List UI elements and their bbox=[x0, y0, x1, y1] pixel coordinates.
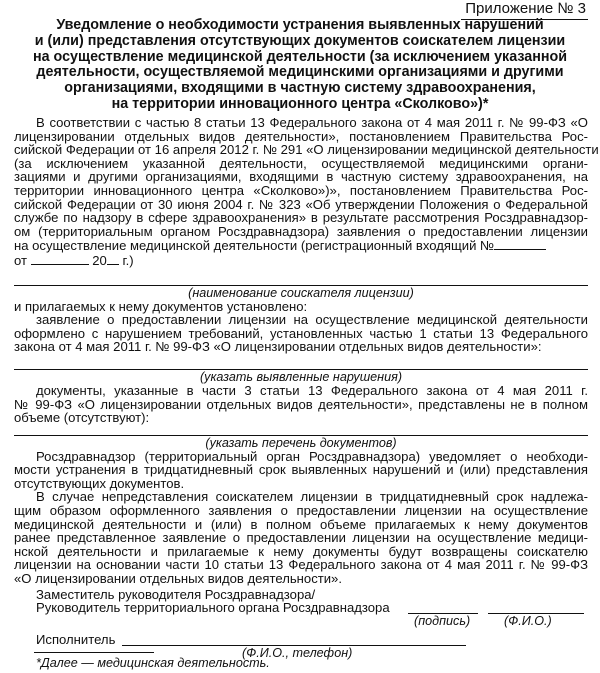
text-line: заявление о предоставлении лицензии на осуществление медицинской деятельности bbox=[36, 312, 588, 328]
signature-blank[interactable] bbox=[408, 602, 478, 614]
date-label: от bbox=[14, 252, 31, 268]
signature-row bbox=[14, 601, 588, 615]
text-line: ом (территориальным органом Росздравнадзора) заявления о предоставлении лицензии bbox=[14, 223, 588, 239]
paragraph-application-violations bbox=[14, 313, 588, 354]
text-line: зациями и другими организациями, входящими в частную систему здравоохранения, на bbox=[14, 169, 588, 185]
signer-title-line2: Руководитель территориального органа Росздравнадзора bbox=[36, 600, 390, 616]
year-end-label: г.) bbox=[118, 252, 134, 268]
text-line: нской деятельности и прилагаемые к нему документы будут возвращены соискателю bbox=[14, 543, 588, 559]
paragraph-legal-basis bbox=[14, 115, 599, 268]
signature-caption: (подпись) bbox=[414, 614, 471, 629]
text-line: щим образом оформленного заявления о предоставлении лицензии на осуществление bbox=[14, 503, 588, 519]
executor-label: Исполнитель bbox=[36, 632, 116, 648]
text-line: документы, указанные в части 3 статьи 13 Федерального закона от 4 мая 2011 г. bbox=[36, 382, 588, 398]
text-line: Росздравнадзор (территориальный орган Росздравнадзора) уведомляет о необходи- bbox=[36, 448, 588, 464]
paragraph-consequences bbox=[14, 490, 588, 585]
signer-fio-blank[interactable] bbox=[488, 602, 584, 614]
title-line: и (или) представления отсутствующих документов соискателем лицензии bbox=[34, 32, 566, 49]
violations-caption: (указать выявленные нарушения) bbox=[199, 369, 403, 384]
paragraph-missing-documents bbox=[14, 384, 588, 425]
text-line: № 99-ФЗ «О лицензировании отдельных видов деятельности», представлены не в полном bbox=[14, 396, 588, 412]
footnote-divider bbox=[34, 652, 154, 653]
text-line: объеме (отсутствуют): bbox=[14, 410, 150, 426]
violations-line[interactable] bbox=[14, 356, 588, 370]
text-line: закона от 4 мая 2011 г. № 99-ФЗ «О лицензировании отдельных видов деятельности»: bbox=[14, 339, 542, 355]
signature-captions bbox=[14, 615, 588, 629]
applicant-caption: (наименование соискателя лицензии) bbox=[188, 285, 414, 300]
footnote: *Далее — медицинская деятельность. bbox=[36, 656, 270, 670]
text-line: службе по надзору в сфере здравоохранения» в результате рассмотрения Росздравнадзор- bbox=[14, 210, 588, 226]
documents-line[interactable] bbox=[14, 425, 588, 436]
title-line: Уведомление о необходимости устранения выявленных нарушений bbox=[56, 17, 544, 33]
text-line: лицензировании отдельных видов деятельности», постановлением Правительства Рос- bbox=[14, 128, 588, 144]
text-line: оформлено с нарушением требований, установленных частью 1 статьи 13 Федерального bbox=[14, 325, 588, 341]
text-line bbox=[14, 253, 588, 268]
documents-caption: (указать перечень документов) bbox=[205, 435, 397, 450]
text-line: территории инновационного центра «Сколково»)», постановлением Правительства Рос- bbox=[14, 182, 588, 198]
document-title bbox=[10, 18, 590, 113]
paragraph-established: и прилагаемых к нему документов установлено: bbox=[14, 298, 308, 314]
executor-row bbox=[14, 633, 588, 647]
executor-caption: (Ф.И.О., телефон) bbox=[242, 646, 353, 661]
text-line: В соответствии с частью 8 статьи 13 Федерального закона от 4 мая 2011 г. № 99-ФЗ «О bbox=[36, 115, 588, 130]
text-line: сийской Федерации от 30 июня 2004 г. № 323 «Об утверждении Положения о Федеральной bbox=[14, 196, 588, 212]
text-line: сийской Федерации от 16 апреля 2012 г. № 291 «О лицензировании медицинской деятельности bbox=[14, 142, 599, 158]
title-line: деятельности, осуществляемой медицинскими организациями и другими bbox=[36, 64, 564, 81]
title-line: на территории инновационного центра «Сколково»)* bbox=[111, 95, 489, 112]
reg-number-label: на осуществление медицинской деятельности (регистрационный входящий № bbox=[14, 238, 495, 254]
text-line: отсутствующих документов. bbox=[14, 475, 185, 491]
year-label: 20 bbox=[88, 252, 107, 268]
text-line: В случае непредставления соискателем лицензии в тридцатидневный срок надлежа- bbox=[36, 489, 588, 505]
text-line: медицинской деятельности и (или) в полном объеме прилагаемых к нему документов bbox=[14, 516, 588, 532]
text-line: мости устранения в тридцатидневный срок выявленных нарушений и (или) представления bbox=[14, 462, 588, 478]
document-body bbox=[14, 115, 599, 661]
date-blank[interactable] bbox=[31, 253, 89, 265]
year-blank[interactable] bbox=[107, 253, 119, 265]
fio-caption: (Ф.И.О.) bbox=[504, 614, 552, 629]
text-line: ранее представленное заявление о предоставлении лицензии на осуществление медици- bbox=[14, 530, 588, 546]
text-line: «О лицензировании отдельных видов деятельности». bbox=[14, 571, 342, 587]
reg-number-blank[interactable] bbox=[494, 238, 546, 250]
title-line: на осуществление медицинской деятельности (за исключением указанной bbox=[33, 48, 567, 65]
appendix-label: Приложение № 3 bbox=[461, 0, 588, 20]
text-line bbox=[14, 238, 588, 253]
executor-blank[interactable] bbox=[122, 634, 466, 646]
paragraph-notification bbox=[14, 450, 588, 491]
signer-title-line1: Заместитель руководителя Росздравнадзора/ bbox=[36, 586, 316, 602]
text-line: лицензии на основании части 10 статьи 13 Федерального закона от 4 мая 2011 г. № 99-ФЗ bbox=[14, 557, 588, 573]
text-line: (за исключением указанной деятельности, осуществляемой медицинскими органи- bbox=[14, 155, 588, 171]
title-line: организациями, входящими в частную систему здравоохранения, bbox=[64, 80, 536, 97]
applicant-name-line[interactable] bbox=[14, 272, 588, 286]
